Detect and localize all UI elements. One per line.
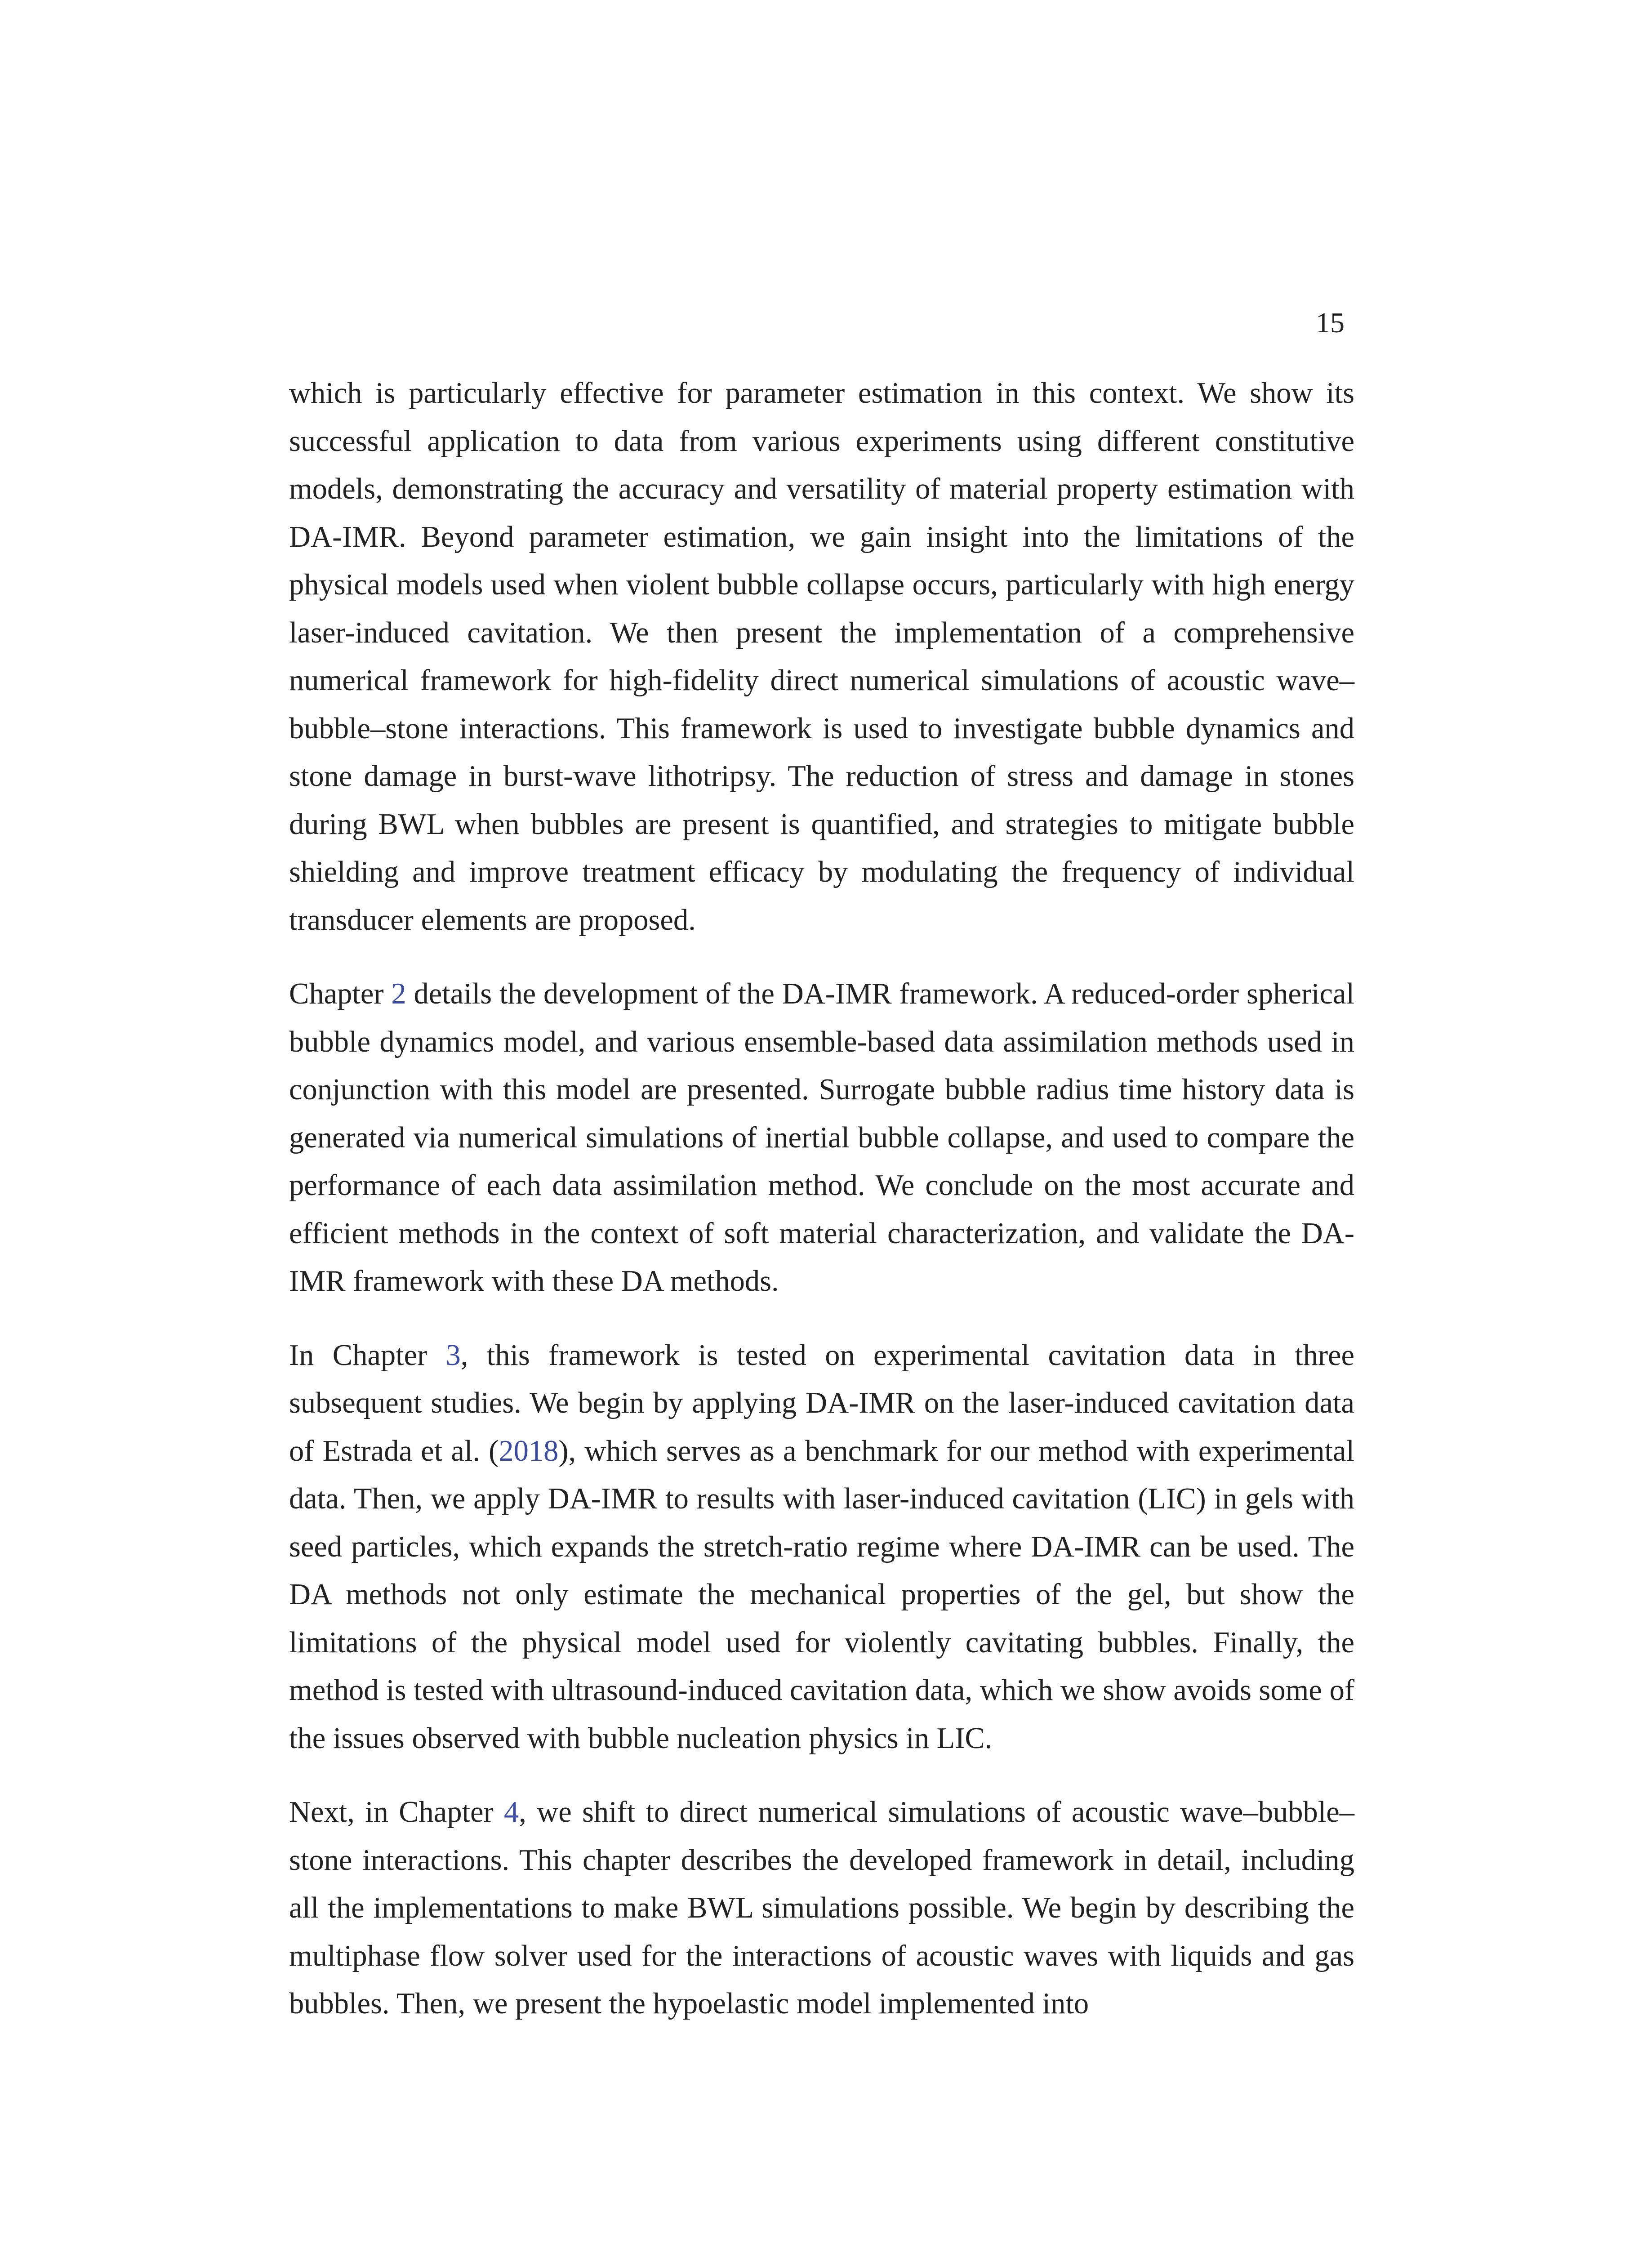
page-number: 15: [1316, 307, 1345, 339]
citation-2018-link[interactable]: 2018: [499, 1434, 559, 1467]
paragraph-4-text-before: Next, in Chapter: [289, 1796, 504, 1829]
paragraph-2-text-before: Chapter: [289, 977, 392, 1010]
paragraph-1-text: which is particularly effective for parameter estimation in this context. We show its successful application to data from various experiments using different constitutive models, demonstrating the accuracy and versatility of material property estimation with DA-IMR. Beyond parameter estimation, we gain insight into the limitations of the physical models used when violent bubble collapse occurs, particularly with high energy laser-induced cavitation. We then present the implementation of a comprehensive numerical framework for high-fidelity direct numerical simulations of acoustic wave–bubble–stone interactions. This framework is used to investigate bubble dynamics and stone damage in burst-wave lithotripsy. The reduction of stress and damage in stones during BWL when bubbles are present is quantified, and strategies to mitigate bubble shielding and improve treatment efficacy by modulating the frequency of individual transducer elements are proposed.: [289, 377, 1354, 937]
chapter-3-link[interactable]: 3: [445, 1338, 461, 1372]
paragraph-3: [289, 1332, 1354, 1763]
chapter-4-link[interactable]: 4: [504, 1796, 519, 1829]
paragraph-3-text-before: In Chapter: [289, 1338, 446, 1372]
paragraph-4-text-after: , we shift to direct numerical simulations of acoustic wave–bubble–stone interactions. This chapter describes the developed framework in detail, including all the implementations to make BWL simulations possible. We begin by describing the multiphase flow solver used for the interactions of acoustic waves with liquids and gas bubbles. Then, we present the hypoelastic model implemented into: [289, 1796, 1355, 2020]
paragraph-2: [289, 970, 1354, 1306]
paragraph-3-text-after: ), which serves as a benchmark for our method with experimental data. Then, we apply DA-IMR to results with laser-induced cavitation (LIC) in gels with seed particles, which expands the stretch-ratio regime where DA-IMR can be used. The DA methods not only estimate the mechanical properties of the gel, but show the limitations of the physical model used for violently cavitating bubbles. Finally, the method is tested with ultrasound-induced cavitation data, which we show avoids some of the issues observed with bubble nucleation physics in LIC.: [289, 1434, 1354, 1755]
paragraph-2-text-after: details the development of the DA-IMR framework. A reduced-order spherical bubble dynamics model, and various ensemble-based data assimilation methods used in conjunction with this model are presented. Surrogate bubble radius time history data is generated via numerical simulations of inertial bubble collapse, and used to compare the performance of each data assimilation method. We conclude on the most accurate and efficient methods in the context of soft material characterization, and validate the DA-IMR framework with these DA methods.: [289, 977, 1354, 1298]
paragraph-1: [289, 370, 1354, 944]
paragraph-3-text-middle: , this framework is tested on experimental cavitation data in three subsequent studies. We begin by applying DA-IMR on the laser-induced cavitation data of Estrada et al. (: [289, 1338, 1354, 1467]
paragraph-4: [289, 1789, 1354, 2028]
chapter-2-link[interactable]: 2: [391, 977, 406, 1010]
body-text: [289, 370, 1354, 2028]
